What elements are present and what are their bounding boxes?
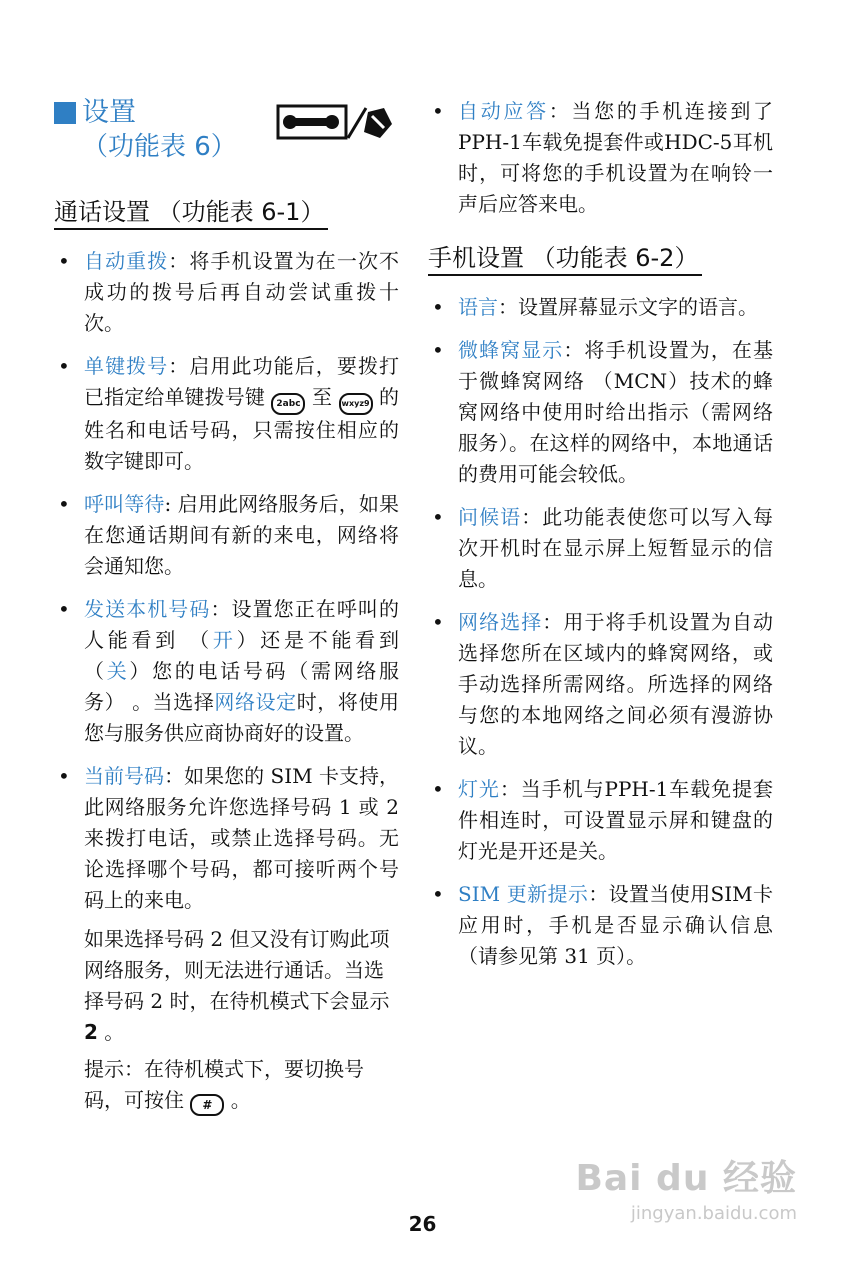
list-item-sim-update: • SIM 更新提示：设置当使用SIM卡应用时，手机是否显示确认信息 （请参见第 31 页）。 <box>428 879 773 972</box>
phone-settings-heading: 手机设置 （功能表 6-2） <box>428 242 702 276</box>
list-item-auto-redial: • 自动重拨：将手机设置为在一次不成功的拨号后再自动尝试重拨十次。 <box>54 246 399 339</box>
list-item-language: • 语言：设置屏幕显示文字的语言。 <box>428 292 773 323</box>
settings-tools-icon <box>276 102 396 142</box>
title-square-icon <box>54 102 76 124</box>
list-item-auto-answer: • 自动应答：当您的手机连接到了PPH-1车载免提套件或HDC-5耳机时，可将您的手机设置为在响铃一声后应答来电。 <box>428 96 773 220</box>
key-hash-icon: # <box>190 1094 224 1116</box>
send-number-label: 发送本机号码 <box>84 597 211 621</box>
key-2-icon: 2abc <box>271 393 305 415</box>
list-item-speed-dial: • 单键拨号：启用此功能后，要拨打已指定给单键拨号键 2abc 至 wxyz9 的姓名和电话号码，只需按住相应的数字键即可。 <box>54 351 399 477</box>
page-subtitle: （功能表 6） <box>82 132 237 162</box>
list-item-call-waiting: • 呼叫等待: 启用此网络服务后，如果在您通话期间有新的来电，网络将会通知您。 <box>54 489 399 582</box>
language-label: 语言 <box>458 295 498 319</box>
list-item-network-selection: • 网络选择：用于将手机设置为自动选择您所在区域内的蜂窝网络，或手动选择所需网络。所选择的网络与您的本地网络之间必须有漫游协议。 <box>428 607 773 762</box>
network-selection-label: 网络选择 <box>458 610 543 634</box>
greeting-label: 问候语 <box>458 505 522 529</box>
watermark-url: jingyan.baidu.com <box>630 1203 797 1224</box>
mcn-label: 微蜂窝显示 <box>458 338 564 362</box>
call-settings-heading: 通话设置 （功能表 6-1） <box>54 196 328 230</box>
right-column <box>428 96 773 984</box>
note-paragraph: 如果选择号码 2 但又没有订购此项网络服务，则无法进行通话。当选择号码 2 时，在待机模式下会显示 2 。 <box>84 927 390 1044</box>
call-waiting-label: 呼叫等待 <box>84 492 165 516</box>
title-block <box>54 96 399 172</box>
lights-label: 灯光 <box>458 777 500 801</box>
key-9-icon: wxyz9 <box>339 393 373 415</box>
auto-answer-label: 自动应答 <box>458 99 549 123</box>
list-item-greeting: • 问候语：此功能表使您可以写入每次开机时在显示屏上短暂显示的信息。 <box>428 502 773 595</box>
watermark-logo: Bai du 经验 <box>575 1158 797 1199</box>
speed-dial-label: 单键拨号 <box>84 354 169 378</box>
auto-redial-label: 自动重拨 <box>84 249 169 273</box>
call-settings-list-continued <box>428 96 773 220</box>
page-number: 26 <box>408 1212 437 1236</box>
list-item-send-number: • 发送本机号码：设置您正在呼叫的人能看到 （开）还是不能看到（关）您的电话号码（需网络服务） 。当选择网络设定时，将使用您与服务供应商协商好的设置。 <box>54 594 399 749</box>
left-column <box>54 96 399 1126</box>
list-item-mcn: • 微蜂窝显示：将手机设置为，在基于微蜂窝网络 （MCN）技术的蜂窝网络中使用时给出指示（需网络服务）。在这样的网络中，本地通话的费用可能会较低。 <box>428 335 773 490</box>
call-settings-list <box>54 246 399 916</box>
current-number-label: 当前号码 <box>84 764 165 788</box>
tip-paragraph: 提示：在待机模式下，要切换号码，可按住 # 。 <box>54 1054 399 1116</box>
list-item-lights: • 灯光：当手机与PPH-1车载免提套件相连时，可设置显示屏和键盘的灯光是开还是关。 <box>428 774 773 867</box>
list-item-current-number: • 当前号码：如果您的 SIM 卡支持，此网络服务允许您选择号码 1 或 2 来拨打电话，或禁止选择号码。无论选择哪个号码，都可接听两个号码上的来电。 <box>54 761 399 916</box>
phone-settings-list <box>428 292 773 972</box>
tip-label: 提示 <box>84 1057 124 1081</box>
sim-update-label: SIM 更新提示 <box>458 882 589 906</box>
page-title: 设置 <box>82 97 136 128</box>
